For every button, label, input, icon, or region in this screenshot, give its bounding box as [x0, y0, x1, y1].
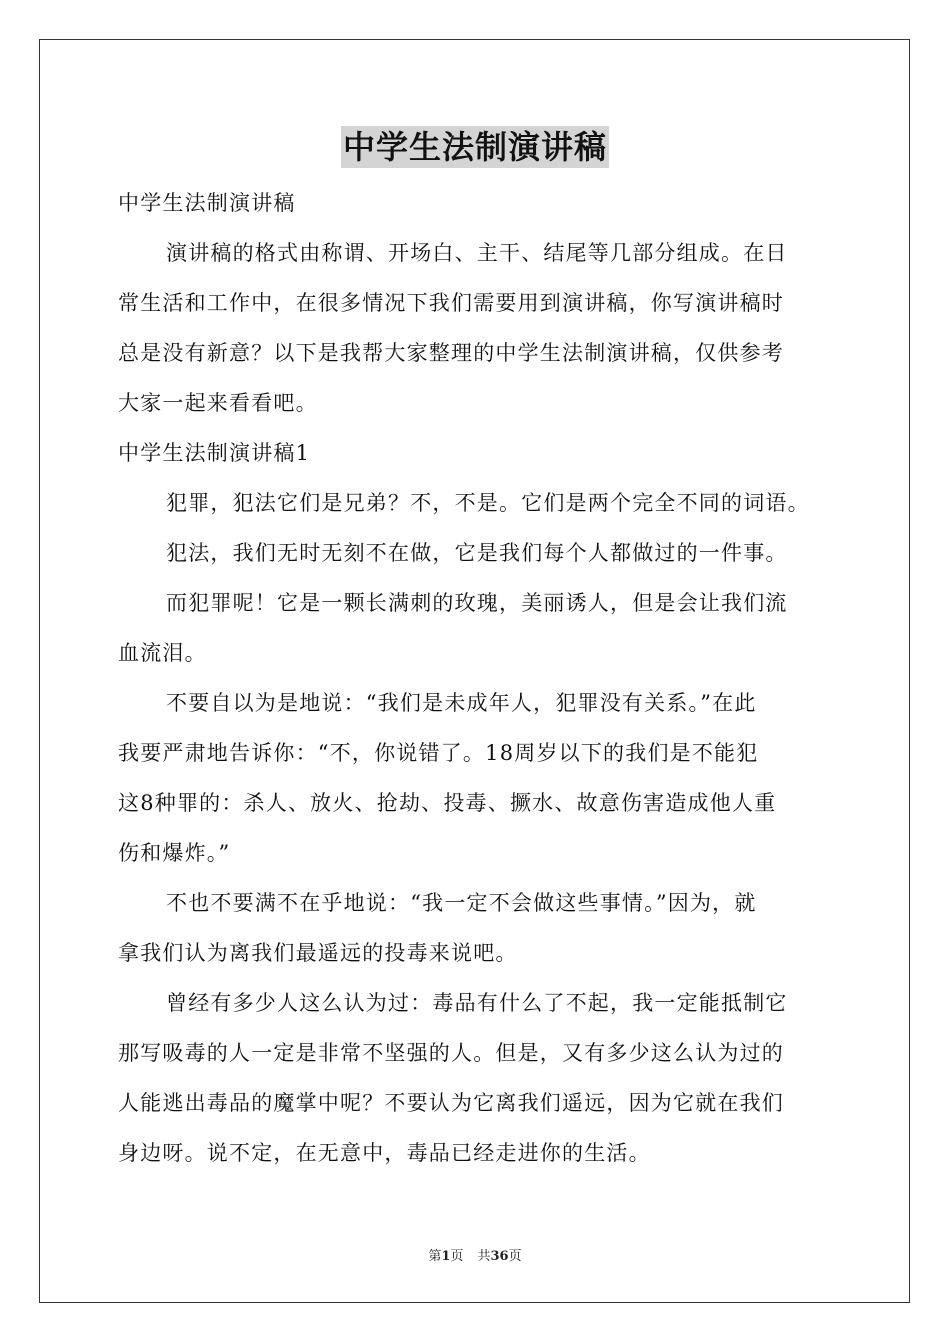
text-line: 人能逃出毒品的魔掌中呢？不要认为它离我们遥远，因为它就在我们 [118, 1091, 784, 1115]
document-body [118, 178, 838, 1178]
total-suffix: 页 [508, 1249, 522, 1264]
text-line: 演讲稿的格式由称谓、开场白、主干、结尾等几部分组成。在日 [166, 241, 788, 265]
text-line: 中学生法制演讲稿 [118, 191, 296, 215]
text-line: 总是没有新意？以下是我帮大家整理的中学生法制演讲稿，仅供参考 [118, 341, 784, 365]
title-container [0, 126, 950, 168]
text-line: 中学生法制演讲稿1 [118, 441, 311, 465]
text-line: 不也不要满不在乎地说：“我一定不会做这些事情。”因为，就 [166, 891, 757, 915]
text-line: 拿我们认为离我们最遥远的投毒来说吧。 [118, 941, 518, 965]
text-line: 而犯罪呢！它是一颗长满刺的玫瑰，美丽诱人，但是会让我们流 [166, 591, 788, 615]
total-pages: 36 [490, 1249, 509, 1264]
text-line: 犯法，我们无时无刻不在做，它是我们每个人都做过的一件事。 [166, 541, 788, 565]
text-line: 曾经有多少人这么认为过：毒品有什么了不起，我一定能抵制它 [166, 991, 788, 1015]
text-line: 这8种罪的：杀人、放火、抢劫、投毒、撅水、故意伤害造成他人重 [118, 791, 777, 815]
document-title: 中学生法制演讲稿 [342, 128, 607, 166]
text-line: 血流泪。 [118, 641, 207, 665]
text-line: 不要自以为是地说：“我们是未成年人，犯罪没有关系。”在此 [166, 691, 757, 715]
page-footer [0, 1245, 950, 1264]
page-prefix: 第 [428, 1249, 442, 1264]
text-line: 我要严肃地告诉你：“不，你说错了。18周岁以下的我们是不能犯 [118, 741, 759, 765]
text-line: 犯罪，犯法它们是兄弟？不，不是。它们是两个完全不同的词语。 [166, 491, 810, 515]
total-prefix: 共 [477, 1249, 491, 1264]
page-suffix: 页 [450, 1249, 464, 1264]
text-line: 常生活和工作中，在很多情况下我们需要用到演讲稿，你写演讲稿时 [118, 291, 784, 315]
page-number: 1 [441, 1249, 451, 1264]
text-line: 身边呀。说不定，在无意中，毒品已经走进你的生活。 [118, 1141, 651, 1165]
text-line: 大家一起来看看吧。 [118, 391, 318, 415]
text-line: 伤和爆炸。” [118, 841, 231, 865]
text-line: 那写吸毒的人一定是非常不坚强的人。但是，又有多少这么认为过的 [118, 1041, 784, 1065]
